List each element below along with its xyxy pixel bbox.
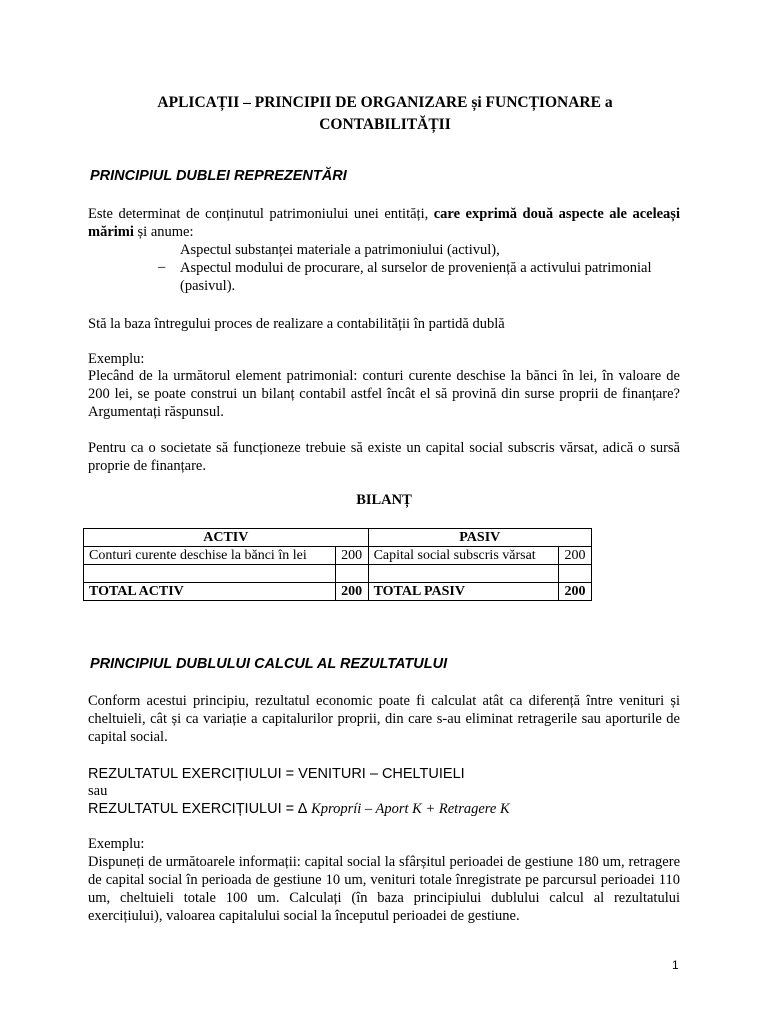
empty-cell: [368, 565, 558, 583]
empty-cell: [84, 565, 336, 583]
balance-header-row: [84, 529, 592, 547]
total-pasiv-label: TOTAL PASIV: [368, 583, 558, 601]
page-number: 1: [672, 958, 679, 972]
total-pasiv-value: 200: [559, 583, 592, 601]
intro-text-end: și anume:: [133, 224, 194, 240]
section-heading-dual-calculation: PRINCIPIUL DUBLULUI CALCUL AL REZULTATULUI: [90, 656, 448, 672]
pasiv-item-value: 200: [559, 547, 592, 565]
activ-item-value: 200: [335, 547, 368, 565]
example-label-1: Exemplu:: [88, 351, 145, 367]
total-activ-value: 200: [335, 583, 368, 601]
pasiv-item: Capital social subscris vărsat: [368, 547, 558, 565]
example-label-2: Exemplu:: [88, 836, 145, 852]
balance-title: BILANȚ: [356, 492, 412, 508]
empty-cell: [335, 565, 368, 583]
formula-2-left: REZULTATUL EXERCIȚIULUI = ∆: [88, 801, 312, 817]
balance-total-row: [84, 583, 592, 601]
intro-paragraph: [88, 205, 680, 241]
title-line-2: CONTABILITĂȚII: [319, 116, 451, 133]
activ-header: ACTIV: [84, 529, 369, 547]
example-text-2: Dispuneți de următoarele informații: capital social la sfârșitul perioadei de gestiune 180 um, retragere de capital social în perioada de gestiune 10 um, venituri totale înregistrate pe parcursul perioadei 110 um, cheltuieli totale 100 um. Calculați (în baza principiului dublului calcul al rezultatului exercițiului), valoarea capitalului social la începutul perioadei de gestiune.: [88, 854, 680, 924]
total-activ-label: TOTAL ACTIV: [84, 583, 336, 601]
principle-paragraph: Conform acestui principiu, rezultatul economic poate fi calculat atât ca diferență între venituri și cheltuieli, cât și ca variație a capitalurilor proprii, din care s-au eliminat retragerile sau aporturile de capital social.: [88, 693, 680, 745]
intro-text-bold: care exprimă două aspecte ale aceleași mărimi: [88, 206, 680, 240]
bullet-activ: Aspectul substanței materiale a patrimoniului (activul),: [180, 242, 500, 258]
example-text-1: Plecând de la următorul element patrimonial: conturi curente deschise la bănci în lei, în valoare de 200 lei, se poate construi un bilanț contabil astfel încât el să provină din surse proprii de finanțare? Argumentați răspunsul.: [88, 368, 680, 420]
page-title: [90, 92, 680, 136]
table-row-empty: [84, 565, 592, 583]
pasiv-header: PASIV: [368, 529, 591, 547]
bullet-dash: –: [158, 259, 166, 275]
bullet-pasiv: Aspectul modului de procurare, al surselor de proveniență a activului patrimonial (pasivul).: [180, 260, 652, 294]
title-line-1: APLICAȚII – PRINCIPII DE ORGANIZARE și FUNCȚIONARE a: [157, 94, 613, 111]
formula-2-right: Kpropríi – Aport K + Retragere K: [311, 801, 510, 817]
table-row: [84, 547, 592, 565]
formula-1: REZULTATUL EXERCIȚIULUI = VENITURI – CHELTUIELI: [88, 766, 465, 782]
basis-paragraph: Stă la baza întregului proces de realizare a contabilității în partidă dublă: [88, 316, 505, 332]
formula-2: [88, 800, 510, 818]
answer-paragraph: Pentru ca o societate să funcționeze trebuie să existe un capital social subscris vărsat, adică o sursă proprie de finanțare.: [88, 440, 680, 474]
empty-cell: [559, 565, 592, 583]
section-heading-dual-representation: PRINCIPIUL DUBLEI REPREZENTĂRI: [90, 168, 347, 184]
balance-table: [83, 528, 592, 601]
intro-text-start: Este determinat de conținutul patrimoniului unei entități,: [88, 206, 434, 222]
activ-item: Conturi curente deschise la bănci în lei: [84, 547, 336, 565]
or-label: sau: [88, 783, 108, 799]
